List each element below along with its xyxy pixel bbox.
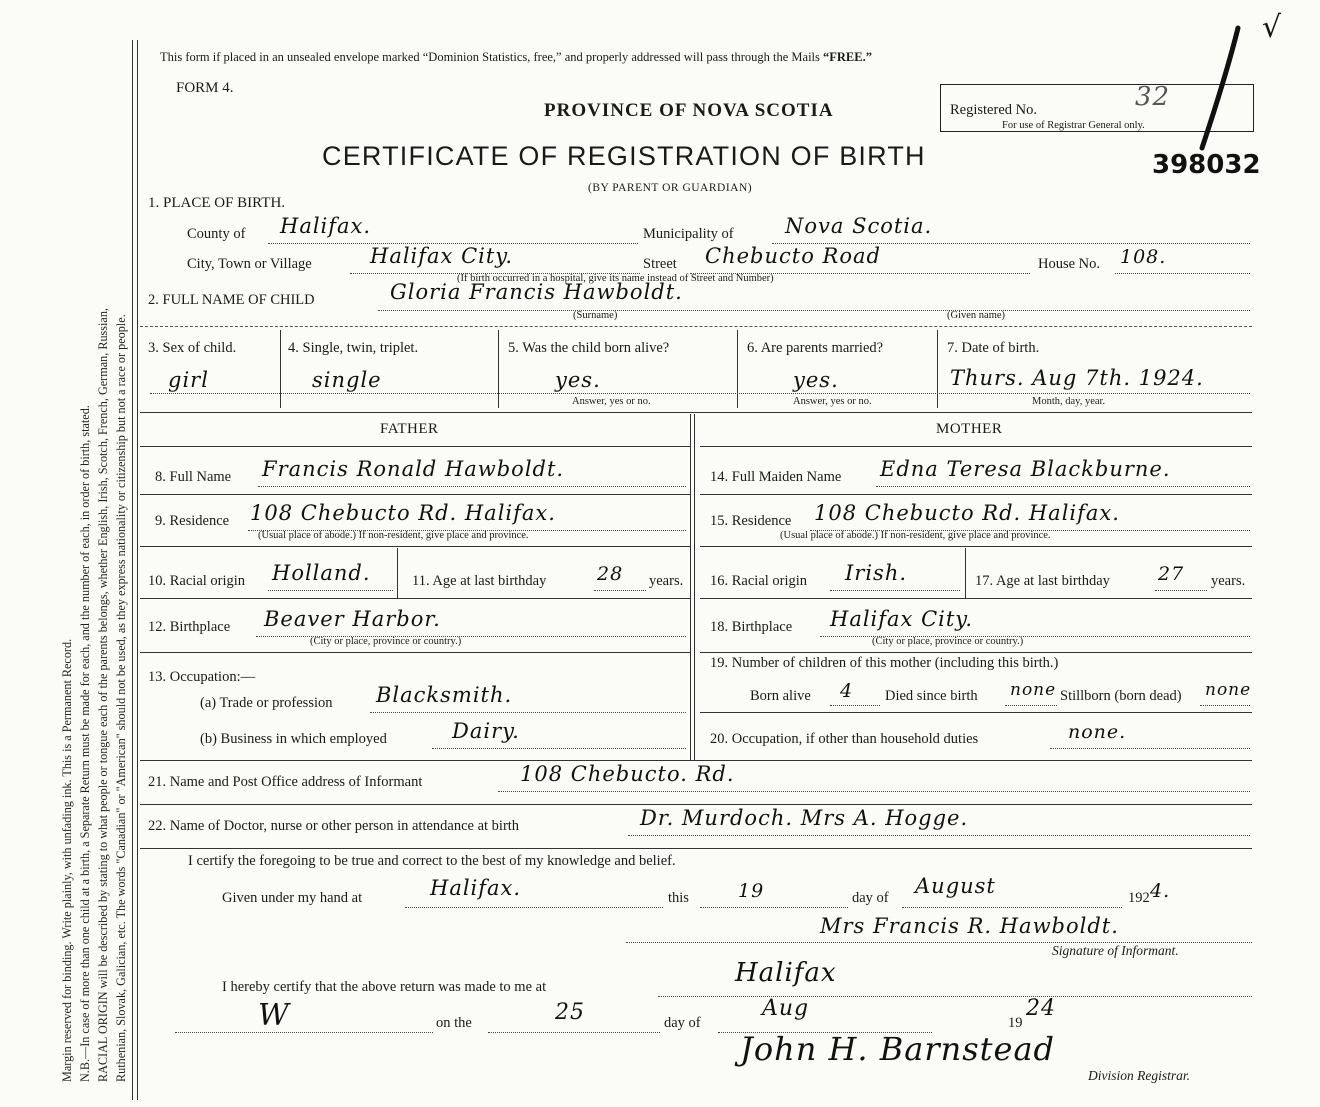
sex-value: girl [168,368,209,392]
house-value: 108. [1120,246,1167,268]
check-mark: √ [1262,10,1283,45]
business-value: Dairy. [452,719,520,743]
mother-birthplace-label: 18. Birthplace [710,619,793,635]
informant-label: 21. Name and Post Office address of Informant [148,774,423,790]
mother-birthplace-note: (City or place, province or country.) [872,636,1024,647]
registrar-initials-line [175,1032,433,1033]
father-racial-label: 10. Racial origin [148,573,246,589]
father-name-line [258,486,686,487]
father-residence-value: 108 Chebucto Rd. Halifax. [250,501,556,525]
business-line [432,748,686,749]
certify-month-line [902,907,1122,908]
on-the-label: on the [436,1015,472,1031]
mother-birthplace-value: Halifax City. [830,607,974,631]
parents-married-note: Answer, yes or no. [793,396,872,407]
municipality-value: Nova Scotia. [785,214,933,238]
this-label: this [668,890,689,906]
registrar-day: 25 [555,1000,585,1025]
given-label: Given under my hand at [222,890,363,906]
col-divider-6-7 [937,330,938,408]
trade-line [370,712,686,713]
house-line [1115,273,1250,274]
parents-divider-right [694,414,695,760]
father-residence-label: 9. Residence [155,513,230,529]
certify-year-suffix: 4. [1150,880,1171,902]
father-racial-value: Holland. [272,561,371,585]
dob-note: Month, day, year. [1032,396,1106,407]
child-name-label: 2. FULL NAME OF CHILD [148,292,315,308]
stamp-number: 398032 [1152,150,1261,180]
mother-residence-value: 108 Chebucto Rd. Halifax. [814,501,1120,525]
municipality-label: Municipality of [643,226,734,242]
registrar-day-line [488,1032,660,1033]
parents-divider-left [690,414,691,760]
certify-month: August [915,874,996,898]
registrar-place-line [658,996,1252,997]
died-since-value: none [1010,680,1057,700]
rule-15 [700,546,1252,547]
born-alive-label: 5. Was the child born alive? [508,340,670,356]
rule-20 [140,760,1252,761]
margin-note-racial-origin-cont: Ruthenian, Slovak, Galician, etc. The words "Canadian" or "American" should not be used, as they express nationality or citizenship but not a race or people. [114,314,128,1082]
attendant-label: 22. Name of Doctor, nurse or other person in attendance at birth [148,818,520,834]
margin-note-binding: Margin reserved for binding. Write plainly, with unfading ink. This is a Permanent Record. [60,638,74,1082]
child-name-value: Gloria Francis Hawboldt. [390,280,683,304]
margin-line [132,40,133,1100]
died-since-label: Died since birth [885,688,978,704]
county-value: Halifax. [280,214,372,238]
place-heading: 1. PLACE OF BIRTH. [148,195,286,211]
children-count-label: 19. Number of children of this mother (including this birth.) [710,655,1059,671]
plurality-label: 4. Single, twin, triplet. [288,340,419,356]
divider-parents-top [140,412,1252,413]
born-alive-note: Answer, yes or no. [572,396,651,407]
certify-year-prefix: 192 [1128,890,1150,906]
certify-day: 19 [738,880,765,902]
registrar-use-note: For use of Registrar General only. [1002,120,1145,131]
registered-label: Registered No. [950,102,1037,118]
house-label: House No. [1038,256,1101,272]
father-heading-rule [140,446,690,447]
occupation-heading: 13. Occupation:— [148,669,256,685]
attendant-value: Dr. Murdoch. Mrs A. Hogge. [640,806,969,830]
city-label: City, Town or Village [187,256,312,272]
street-value: Chebucto Road [705,244,881,268]
born-alive-value: yes. [555,368,601,392]
father-birthplace-label: 12. Birthplace [148,619,231,635]
registered-number: 32 [1135,82,1171,112]
father-age-value: 28 [597,563,624,585]
margin-notes [0,0,140,1107]
rule-12 [140,652,690,653]
mother-occupation-line [1050,748,1250,749]
father-name-value: Francis Ronald Hawboldt. [262,457,565,481]
father-residence-note: (Usual place of abode.) If non-resident, give place and province. [258,530,529,541]
col-divider-5-6 [737,330,738,408]
rule-16 [700,598,1252,599]
mother-years-label: years. [1211,573,1246,589]
mother-racial-value: Irish. [845,561,908,585]
registrar-year-prefix: 19 [1008,1015,1023,1031]
registrar-text: I hereby certify that the above return was made to me at [222,979,547,995]
dob-label: 7. Date of birth. [947,340,1040,356]
page-title: CERTIFICATE OF REGISTRATION OF BIRTH [322,141,926,171]
stillborn-label: Stillborn (born dead) [1060,688,1182,704]
mother-racial-label: 16. Racial origin [710,573,808,589]
certify-text: I certify the foregoing to be true and correct to the best of my knowledge and belief. [188,853,676,869]
form-number: FORM 4. [176,80,234,96]
mother-age-line [1155,590,1207,591]
parents-married-label: 6. Are parents married? [747,340,884,356]
registrar-signature-label: Division Registrar. [1088,1068,1191,1083]
registrar-signature: John H. Barnstead [740,1030,1056,1068]
father-birthplace-value: Beaver Harbor. [264,607,441,631]
born-alive-count-line [830,705,880,706]
rule-19 [700,712,1252,713]
county-label: County of [187,226,246,242]
informant-line [498,791,1250,792]
registrar-month: Aug [762,996,810,1021]
margin-line-inner [137,40,138,1100]
street-label: Street [643,256,677,272]
given-place-line [405,907,663,908]
rule-9 [140,546,690,547]
business-label: (b) Business in which employed [200,731,387,747]
plurality-value: single [312,368,382,392]
rule-18 [700,652,1252,653]
day-of-label: day of [852,890,889,906]
mother-age-label: 17. Age at last birthday [975,573,1110,589]
given-name-note: (Given name) [947,310,1006,321]
trade-value: Blacksmith. [376,683,513,707]
mother-name-value: Edna Teresa Blackburne. [880,457,1171,481]
stillborn-value: none [1205,680,1252,700]
father-years-label: years. [649,573,684,589]
row-3-7-line [150,393,1250,394]
mother-heading-rule [700,446,1252,447]
rule-10 [140,598,690,599]
margin-note-racial-origin: RACIAL ORIGIN will be described by stating to what people or tongue each of the parents belongs, whether English, Irish, Scotch, French, German, Russian, [96,308,110,1082]
rule-14 [700,494,1252,495]
father-racial-line [268,590,393,591]
father-age-label: 11. Age at last birthday [412,573,547,589]
mail-notice: This form if placed in an unsealed envelope marked “Dominion Statistics, free,” and properly addressed will pass through the Mails “FREE.” [160,50,872,64]
divider-16-17 [965,548,966,598]
surname-note: (Surname) [573,310,618,321]
mother-heading: MOTHER [936,421,1003,437]
dob-value: Thurs. Aug 7th. 1924. [950,366,1204,390]
mother-occupation-label: 20. Occupation, if other than household duties [710,731,979,747]
given-place: Halifax. [430,876,522,900]
col-divider-3-4 [280,330,281,408]
mother-name-line [876,486,1250,487]
informant-value: 108 Chebucto. Rd. [520,762,735,786]
rule-21 [140,804,1252,805]
father-age-line [594,590,646,591]
father-name-label: 8. Full Name [155,469,232,485]
mother-occupation-value: none. [1068,721,1127,743]
stillborn-line [1200,705,1250,706]
certify-day-line [700,907,848,908]
pen-stroke-mark [1190,20,1250,160]
mother-racial-line [830,590,960,591]
registrar-day-of-label: day of [664,1015,701,1031]
rule-8 [140,494,690,495]
registrar-year-suffix: 24 [1026,996,1056,1021]
registrar-initials: W [258,998,290,1033]
informant-signature-label: Signature of Informant. [1052,943,1179,958]
mother-name-label: 14. Full Maiden Name [710,469,842,485]
father-birthplace-note: (City or place, province or country.) [310,636,462,647]
informant-signature: Mrs Francis R. Hawboldt. [820,914,1119,938]
city-value: Halifax City. [370,244,514,268]
sex-label: 3. Sex of child. [148,340,237,356]
child-name-line [378,310,1250,311]
born-alive-count-value: 4 [840,680,854,702]
died-since-line [1005,705,1057,706]
trade-label: (a) Trade or profession [200,695,333,711]
attendant-line [628,835,1250,836]
province-heading: PROVINCE OF NOVA SCOTIA [544,100,834,121]
registrar-place: Halifax [735,958,837,988]
margin-note-multiple-births: N.B.—In case of more than one child at a birth, a Separate Return must be made for each, and the number of each, in order of birth, stated. [78,405,92,1082]
hospital-note: (If birth occurred in a hospital, give its name instead of Street and Number) [457,273,774,284]
rule-22 [140,848,1252,849]
page-subtitle: (BY PARENT OR GUARDIAN) [588,182,753,194]
mother-residence-note: (Usual place of abode.) If non-resident, give place and province. [780,530,1051,541]
col-divider-4-5 [498,330,499,408]
mother-age-value: 27 [1158,563,1185,585]
parents-married-value: yes. [793,368,839,392]
mother-residence-label: 15. Residence [710,513,792,529]
divider-dashed-1 [140,326,1252,327]
father-heading: FATHER [380,421,439,437]
born-alive-count-label: Born alive [750,688,811,704]
divider-10-11 [397,548,398,598]
